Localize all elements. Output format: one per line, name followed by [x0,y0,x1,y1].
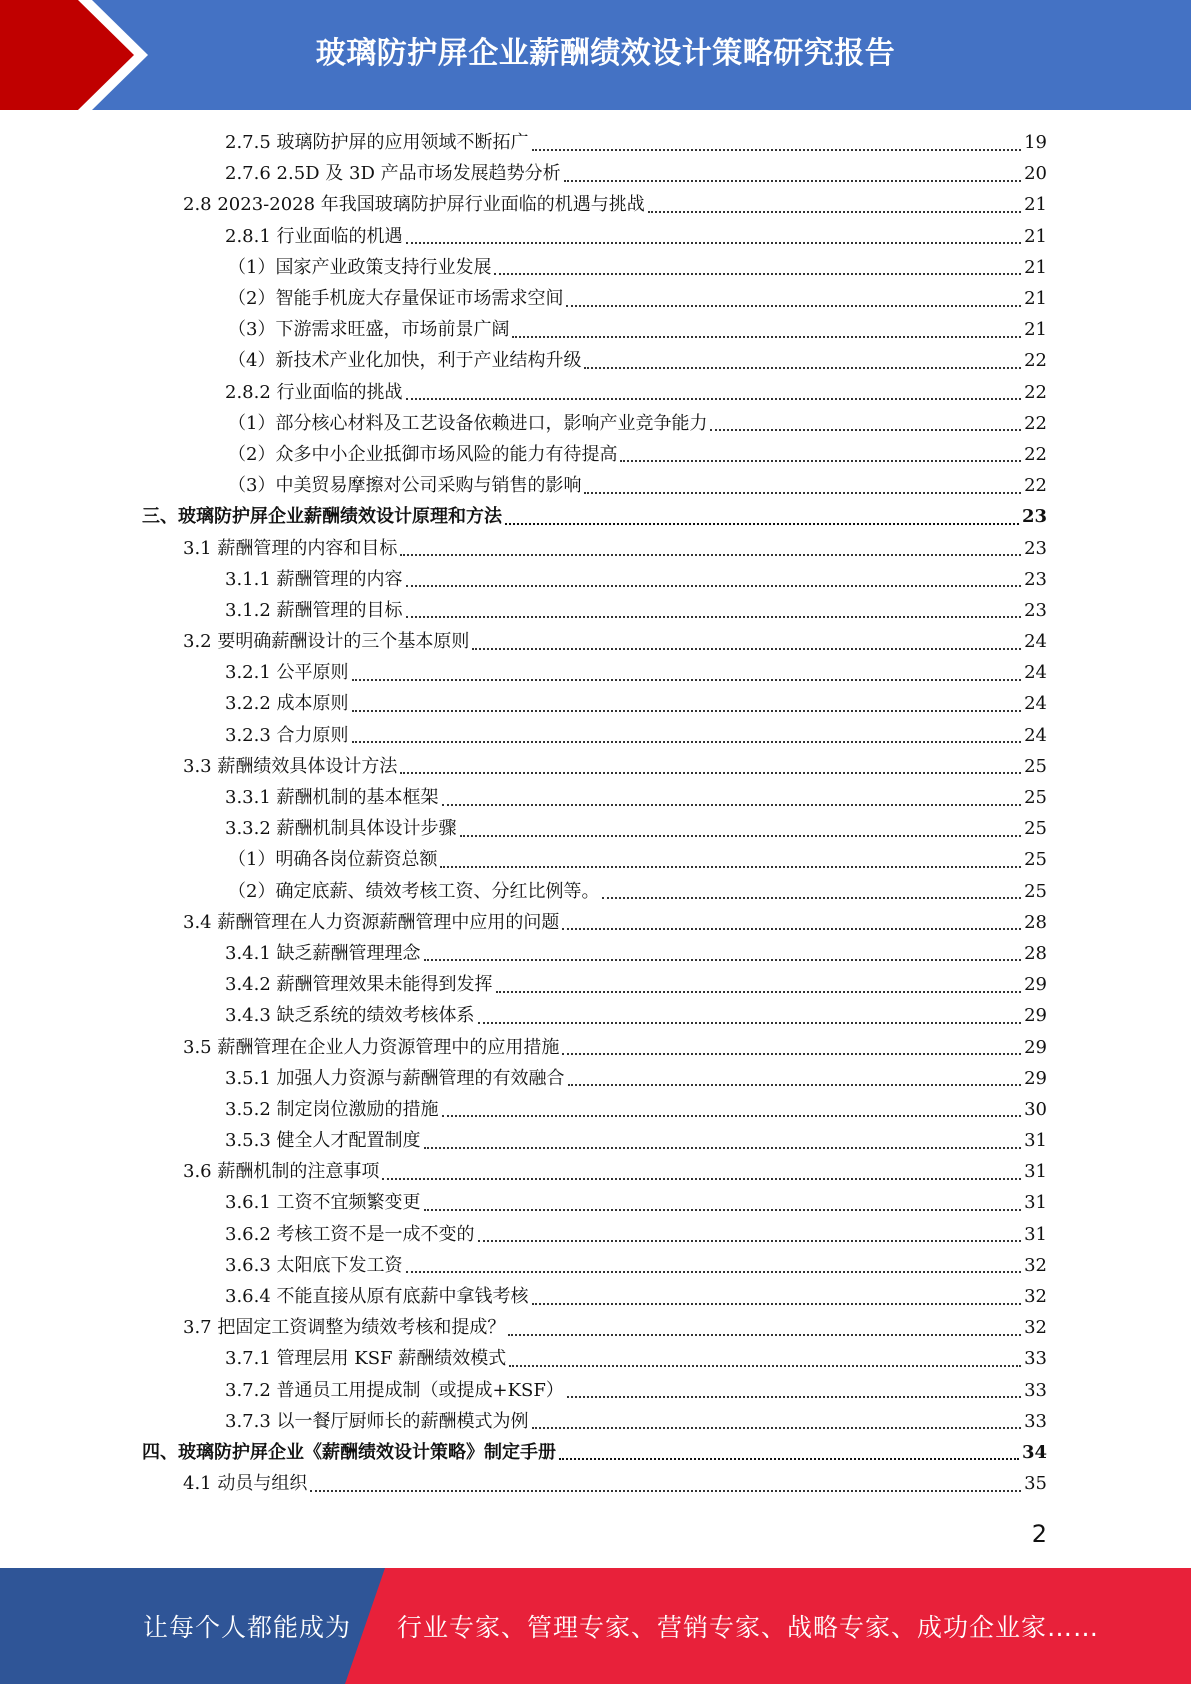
toc-dot-leader [478,1022,1022,1024]
toc-entry-page: 32 [1024,1254,1047,1276]
toc-entry[interactable] [0,532,1191,563]
toc-dot-leader [584,492,1021,494]
toc-dot-leader [478,1240,1022,1242]
toc-dot-leader [568,1084,1022,1086]
toc-entry[interactable] [0,813,1191,844]
toc-dot-leader [424,1147,1022,1149]
toc-entry[interactable] [0,189,1191,220]
toc-dot-leader [406,1271,1022,1273]
toc-entry-title: 3.2.2 成本原则 [225,693,349,715]
page-footer [0,1568,1191,1684]
toc-entry-page: 33 [1024,1410,1047,1432]
toc-entry-title: 3.2.1 公平原则 [225,662,349,684]
toc-entry[interactable] [0,1375,1191,1406]
toc-entry[interactable] [0,876,1191,907]
toc-dot-leader [406,585,1022,587]
toc-dot-leader [424,959,1022,961]
toc-entry-title: （4）新技术产业化加快，利于产业结构升级 [228,350,582,372]
toc-entry[interactable] [0,782,1191,813]
toc-entry-title: 2.8.1 行业面临的机遇 [225,225,403,247]
toc-entry-title: 3.3.1 薪酬机制的基本框架 [225,787,439,809]
toc-entry[interactable] [0,221,1191,252]
page-header [0,0,1191,110]
toc-entry-title: 2.7.5 玻璃防护屏的应用领域不断拓广 [225,132,529,154]
toc-dot-leader [566,305,1021,307]
toc-dot-leader [532,1303,1022,1305]
toc-entry-page: 28 [1024,911,1047,933]
toc-entry-title: 3.4 薪酬管理在人力资源薪酬管理中应用的问题 [183,911,560,933]
toc-dot-leader [352,710,1022,712]
toc-entry-page: 31 [1024,1192,1047,1214]
toc-entry[interactable] [0,1281,1191,1312]
toc-dot-leader [505,523,1019,525]
toc-entry-page: 29 [1024,974,1047,996]
toc-entry-page: 35 [1024,1473,1047,1495]
toc-entry[interactable] [0,1437,1191,1468]
toc-entry[interactable] [0,1219,1191,1250]
toc-entry[interactable] [0,127,1191,158]
toc-entry-title: 3.4.3 缺乏系统的绩效考核体系 [225,1005,475,1027]
table-of-contents [0,127,1191,1499]
page-number: 2 [1031,1520,1047,1548]
toc-entry-page: 22 [1024,443,1047,465]
toc-entry-title: 3.5.3 健全人才配置制度 [225,1130,421,1152]
toc-entry[interactable] [0,844,1191,875]
toc-dot-leader [352,679,1022,681]
toc-dot-leader [424,1209,1022,1211]
toc-entry-page: 31 [1024,1130,1047,1152]
toc-entry[interactable] [0,1156,1191,1187]
toc-dot-leader [442,1115,1022,1117]
toc-entry[interactable] [0,969,1191,1000]
toc-entry[interactable] [0,688,1191,719]
toc-dot-leader [440,866,1021,868]
toc-dot-leader [648,211,1021,213]
toc-entry-title: 4.1 动员与组织 [183,1473,308,1495]
toc-dot-leader [512,336,1021,338]
toc-entry-title: 3.7.1 管理层用 KSF 薪酬绩效模式 [225,1348,507,1370]
toc-entry-title: 3.6 薪酬机制的注意事项 [183,1161,380,1183]
toc-entry[interactable] [0,1250,1191,1281]
toc-entry-page: 23 [1024,599,1047,621]
toc-entry-page: 23 [1021,506,1047,528]
toc-entry-title: 3.5.1 加强人力资源与薪酬管理的有效融合 [225,1067,565,1089]
toc-entry-title: 2.8 2023-2028 年我国玻璃防护屏行业面临的机遇与挑战 [183,194,645,216]
toc-entry-title: 3.6.4 不能直接从原有底薪中拿钱考核 [225,1286,529,1308]
toc-entry-title: （1）部分核心材料及工艺设备依赖进口，影响产业竞争能力 [228,412,708,434]
toc-entry-title: 3.7.2 普通员工用提成制（或提成+KSF） [225,1379,564,1401]
toc-entry-page: 28 [1024,942,1047,964]
toc-dot-leader [562,928,1021,930]
toc-entry-page: 21 [1024,194,1047,216]
toc-entry-page: 33 [1024,1348,1047,1370]
toc-entry[interactable] [0,720,1191,751]
toc-entry[interactable] [0,439,1191,470]
toc-entry-title: 3.1 薪酬管理的内容和目标 [183,537,398,559]
toc-entry[interactable] [0,408,1191,439]
toc-entry-title: 3.6.1 工资不宜频繁变更 [225,1192,421,1214]
toc-entry-title: 3.4.1 缺乏薪酬管理理念 [225,942,421,964]
toc-entry-title: 3.1.2 薪酬管理的目标 [225,599,403,621]
toc-entry-page: 25 [1024,787,1047,809]
report-title: 玻璃防护屏企业薪酬绩效设计策略研究报告 [315,36,896,71]
toc-entry[interactable] [0,501,1191,532]
toc-entry-title: 三、玻璃防护屏企业薪酬绩效设计原理和方法 [142,506,502,528]
toc-entry-title: 2.7.6 2.5D 及 3D 产品市场发展趋势分析 [225,163,561,185]
toc-entry[interactable] [0,907,1191,938]
toc-entry-page: 29 [1024,1005,1047,1027]
toc-entry-page: 24 [1024,662,1047,684]
toc-entry-title: （2）确定底薪、绩效考核工资、分红比例等。 [228,880,600,902]
toc-dot-leader [710,429,1021,431]
toc-entry-page: 32 [1024,1286,1047,1308]
toc-entry-title: 四、玻璃防护屏企业《薪酬绩效设计策略》制定手册 [142,1441,556,1463]
toc-dot-leader [602,897,1021,899]
toc-dot-leader [472,648,1021,650]
toc-entry[interactable] [0,158,1191,189]
toc-entry-page: 22 [1024,381,1047,403]
toc-entry[interactable] [0,252,1191,283]
toc-entry-page: 25 [1024,818,1047,840]
toc-entry-page: 32 [1024,1317,1047,1339]
toc-entry-title: （3）下游需求旺盛，市场前景广阔 [228,319,510,341]
toc-entry-title: 3.1.1 薪酬管理的内容 [225,568,403,590]
toc-entry-page: 21 [1024,225,1047,247]
toc-entry-page: 22 [1024,475,1047,497]
toc-entry[interactable] [0,751,1191,782]
toc-entry[interactable] [0,1031,1191,1062]
toc-entry-title: 3.6.3 太阳底下发工资 [225,1254,403,1276]
toc-entry-page: 25 [1024,880,1047,902]
toc-entry-title: （1）国家产业政策支持行业发展 [228,256,492,278]
toc-entry[interactable] [0,377,1191,408]
toc-entry-title: （2）智能手机庞大存量保证市场需求空间 [228,288,564,310]
toc-entry-title: 3.4.2 薪酬管理效果未能得到发挥 [225,974,493,996]
toc-entry-title: 3.3 薪酬绩效具体设计方法 [183,755,398,777]
toc-entry-title: 3.6.2 考核工资不是一成不变的 [225,1223,475,1245]
toc-dot-leader [508,1334,1021,1336]
toc-entry[interactable] [0,1343,1191,1374]
toc-dot-leader [460,835,1022,837]
toc-entry-page: 33 [1024,1379,1047,1401]
toc-dot-leader [584,367,1021,369]
toc-entry-page: 20 [1024,163,1047,185]
toc-entry-page: 19 [1024,132,1047,154]
toc-entry-title: （2）众多中小企业抵御市场风险的能力有待提高 [228,443,618,465]
toc-entry-page: 21 [1024,256,1047,278]
toc-entry-title: 3.2 要明确薪酬设计的三个基本原则 [183,631,470,653]
toc-entry-page: 24 [1024,693,1047,715]
toc-entry-page: 29 [1024,1036,1047,1058]
toc-entry-page: 23 [1024,568,1047,590]
toc-entry-page: 34 [1021,1441,1047,1463]
toc-entry-title: 3.7 把固定工资调整为绩效考核和提成？ [183,1317,506,1339]
toc-entry[interactable] [0,314,1191,345]
toc-entry-page: 25 [1024,849,1047,871]
toc-dot-leader [310,1490,1021,1492]
toc-dot-leader [352,741,1022,743]
toc-entry[interactable] [0,1125,1191,1156]
toc-entry-page: 30 [1024,1098,1047,1120]
toc-dot-leader [620,460,1021,462]
toc-entry-title: 3.5 薪酬管理在企业人力资源管理中的应用措施 [183,1036,560,1058]
toc-entry-title: 3.7.3 以一餐厅厨师长的薪酬模式为例 [225,1410,529,1432]
toc-dot-leader [406,616,1022,618]
footer-slogan-left: 让每个人都能成为 [143,1613,352,1642]
toc-dot-leader [496,991,1022,993]
toc-entry-page: 29 [1024,1067,1047,1089]
toc-dot-leader [442,804,1022,806]
toc-entry-title: 3.2.3 合力原则 [225,724,349,746]
toc-entry[interactable] [0,657,1191,688]
toc-entry[interactable] [0,1406,1191,1437]
toc-entry-page: 31 [1024,1223,1047,1245]
toc-entry[interactable] [0,1187,1191,1218]
toc-entry[interactable] [0,1063,1191,1094]
toc-entry[interactable] [0,470,1191,501]
toc-entry[interactable] [0,283,1191,314]
toc-entry-page: 24 [1024,724,1047,746]
toc-entry[interactable] [0,564,1191,595]
toc-dot-leader [562,1053,1021,1055]
toc-dot-leader [509,1365,1021,1367]
toc-dot-leader [567,1396,1021,1398]
toc-entry-title: 3.5.2 制定岗位激励的措施 [225,1098,439,1120]
toc-entry-page: 22 [1024,412,1047,434]
toc-entry-title: （1）明确各岗位薪资总额 [228,849,438,871]
toc-dot-leader [400,772,1021,774]
toc-dot-leader [406,242,1022,244]
toc-entry-page: 31 [1024,1161,1047,1183]
toc-entry[interactable] [0,345,1191,376]
toc-dot-leader [406,398,1022,400]
toc-entry[interactable] [0,1312,1191,1343]
toc-entry-page: 25 [1024,755,1047,777]
toc-entry[interactable] [0,595,1191,626]
toc-entry[interactable] [0,1000,1191,1031]
toc-entry-title: 3.3.2 薪酬机制具体设计步骤 [225,818,457,840]
toc-dot-leader [532,149,1022,151]
toc-entry[interactable] [0,938,1191,969]
toc-dot-leader [400,554,1021,556]
toc-dot-leader [564,180,1021,182]
toc-dot-leader [532,1427,1022,1429]
toc-entry-page: 24 [1024,631,1047,653]
toc-entry-page: 22 [1024,350,1047,372]
toc-entry[interactable] [0,1468,1191,1499]
toc-dot-leader [559,1458,1019,1460]
footer-slogan-right: 行业专家、管理专家、营销专家、战略专家、成功企业家…… [397,1613,1100,1642]
toc-entry-page: 23 [1024,537,1047,559]
toc-entry-page: 21 [1024,319,1047,341]
toc-dot-leader [382,1178,1021,1180]
toc-entry-title: （3）中美贸易摩擦对公司采购与销售的影响 [228,475,582,497]
toc-dot-leader [494,273,1021,275]
toc-entry[interactable] [0,626,1191,657]
toc-entry[interactable] [0,1094,1191,1125]
toc-entry-page: 21 [1024,288,1047,310]
toc-entry-title: 2.8.2 行业面临的挑战 [225,381,403,403]
